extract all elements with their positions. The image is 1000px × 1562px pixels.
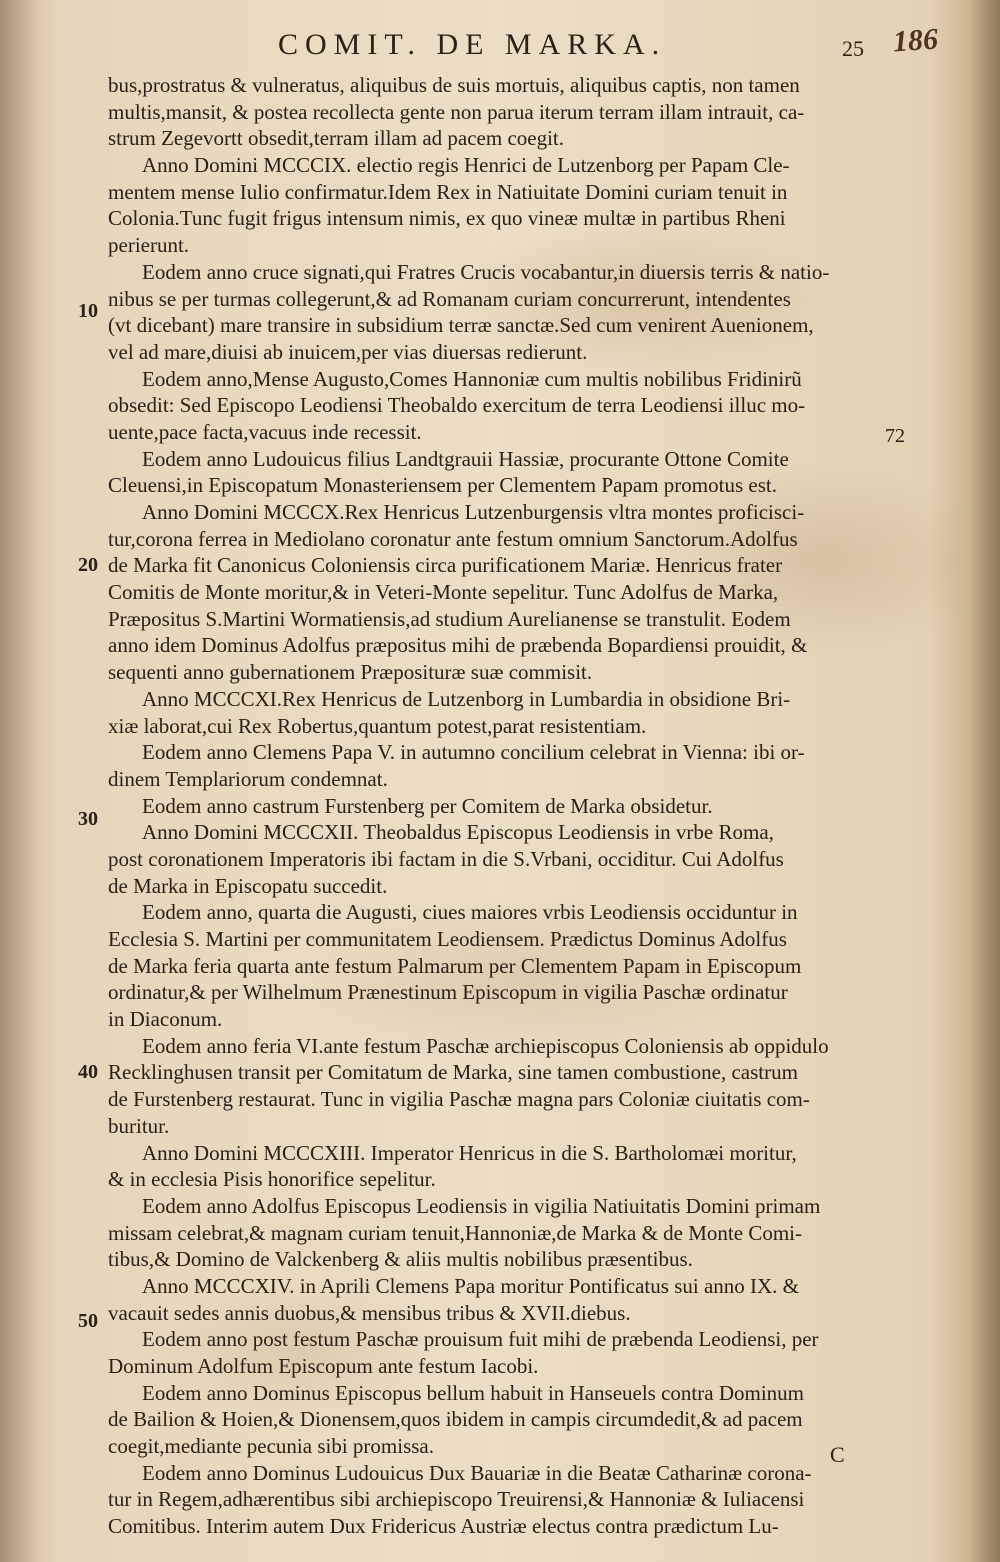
- text-line: Eodem anno feria VI.ante festum Paschæ archiepiscopus Coloniensis ab oppidulo: [142, 1033, 829, 1058]
- text-line: missam celebrat,& magnam curiam tenuit,Hannoniæ,de Marka & de Monte Comi-: [108, 1220, 802, 1245]
- text-line: buritur.: [108, 1113, 170, 1138]
- page-number: 25: [842, 36, 864, 61]
- binding-shadow: [0, 0, 40, 1562]
- text-line: Ecclesia S. Martini per communitatem Leodiensem. Prædictus Dominus Adolfus: [108, 927, 787, 951]
- margin-line-number: 20: [78, 554, 98, 576]
- text-line: in Diaconum.: [108, 1007, 223, 1032]
- body-text: [108, 72, 878, 1540]
- text-line: Eodem anno, quarta die Augusti, ciues maiores vrbis Leodiensis occiduntur in: [142, 900, 798, 925]
- text-line: Eodem anno Ludouicus filius Landtgrauii Hassiæ, procurante Ottone Comite: [142, 446, 789, 471]
- text-line: Cleuensi,in Episcopatum Monasteriensem per Clementem Papam promotus est.: [108, 473, 777, 498]
- text-line: Eodem anno,Mense Augusto,Comes Hannoniæ cum multis nobilibus Fridinirũ: [142, 366, 802, 391]
- text-line: tibus,& Domino de Valckenberg & aliis multis nobilibus præsentibus.: [108, 1247, 693, 1272]
- catchword: C: [830, 1442, 845, 1467]
- text-line: uente,pace facta,vacuus inde recessit.: [108, 419, 422, 444]
- text-line: Anno MCCCXI.Rex Henricus de Lutzenborg in Lumbardia in obsidione Bri-: [142, 686, 791, 711]
- running-title: COMIT. DE MARKA.: [278, 28, 667, 61]
- text-line: Eodem anno Adolfus Episcopus Leodiensis in vigilia Natiuitatis Domini primam: [142, 1193, 821, 1218]
- text-line: & in ecclesia Pisis honorifice sepelitur.: [108, 1167, 436, 1192]
- text-line: de Marka in Episcopatu succedit.: [108, 873, 388, 898]
- text-line: Eodem anno cruce signati,qui Fratres Crucis vocabantur,in diuersis terris & natio-: [142, 259, 830, 284]
- text-line: Comitibus. Interim autem Dux Fridericus Austriæ electus contra prædictum Lu-: [108, 1514, 779, 1539]
- text-line: perierunt.: [108, 233, 190, 258]
- text-line: Præpositus S.Martini Wormatiensis,ad studium Aurelianense se transtulit. Eodem: [108, 606, 791, 631]
- text-line: tur,corona ferrea in Mediolano coronatur ante festum omnium Sanctorum.Adolfus: [108, 526, 798, 551]
- text-line: vacauit sedes annis duobus,& mensibus tribus & XVII.diebus.: [108, 1300, 631, 1325]
- text-line: obsedit: Sed Episcopo Leodiensi Theobaldo exercitum de terra Leodiensi illuc mo-: [108, 393, 806, 418]
- text-line: bus,prostratus & vulneratus, aliquibus de suis mortuis, aliquibus captis, non tamen: [108, 73, 800, 97]
- text-line: xiæ laborat,cui Rex Robertus,quantum potest,parat resistentiam.: [108, 713, 647, 738]
- text-line: Eodem anno Clemens Papa V. in autumno concilium celebrat in Vienna: ibi or-: [142, 740, 805, 765]
- text-line: Eodem anno post festum Paschæ prouisum fuit mihi de præbenda Leodiensi, per: [142, 1327, 819, 1352]
- text-line: Anno MCCCXIV. in Aprili Clemens Papa moritur Pontificatus sui anno IX. &: [142, 1273, 800, 1298]
- margin-note: 72: [885, 425, 905, 447]
- text-line: Recklinghusen transit per Comitatum de Marka, sine tamen combustione, castrum: [108, 1060, 798, 1085]
- text-line: Anno Domini MCCCIX. electio regis Henrici de Lutzenborg per Papam Cle-: [142, 153, 790, 178]
- text-line: Colonia.Tunc fugit frigus intensum nimis, ex quo vineæ multæ in partibus Rheni: [108, 206, 786, 231]
- margin-line-number: 10: [78, 300, 98, 322]
- text-line: sequenti anno gubernationem Præposituræ suæ commisit.: [108, 660, 593, 685]
- text-line: Dominum Adolfum Episcopum ante festum Iacobi.: [108, 1354, 539, 1378]
- text-line: coegit,mediante pecunia sibi promissa.: [108, 1434, 434, 1459]
- margin-line-number: 30: [78, 808, 98, 830]
- margin-line-number: 50: [78, 1310, 98, 1332]
- text-line: dinem Templariorum condemnat.: [108, 766, 388, 791]
- text-line: nibus se per turmas collegerunt,& ad Romanam curiam concurrerunt, intendentes: [108, 286, 791, 311]
- text-line: Eodem anno Dominus Ludouicus Dux Bauariæ in die Beatæ Catharinæ corona-: [142, 1460, 812, 1485]
- text-line: Eodem anno Dominus Episcopus bellum habuit in Hanseuels contra Dominum: [142, 1380, 804, 1405]
- text-line: Eodem anno castrum Furstenberg per Comitem de Marka obsidetur.: [142, 793, 713, 818]
- text-line: de Marka fit Canonicus Coloniensis circa purificationem Mariæ. Henricus frater: [108, 553, 783, 578]
- text-line: post coronationem Imperatoris ibi factam in die S.Vrbani, occiditur. Cui Adolfus: [108, 846, 784, 871]
- text-line: tur in Regem,adhærentibus sibi archiepiscopo Treuirensi,& Hannoniæ & Iuliacensi: [108, 1487, 805, 1512]
- text-line: mentem mense Iulio confirmatur.Idem Rex in Natiuitate Domini curiam tenuit in: [108, 179, 788, 204]
- text-line: de Marka feria quarta ante festum Palmarum per Clementem Papam in Episcopum: [108, 953, 802, 978]
- text-line: de Bailion & Hoien,& Dionensem,quos ibidem in campis circumdedit,& ad pacem: [108, 1407, 803, 1432]
- text-line: multis,mansit, & postea recollecta gente non parua iterum terram illam intrauit, ca-: [108, 99, 805, 124]
- margin-line-number: 40: [78, 1061, 98, 1083]
- text-line: Comitis de Monte moritur,& in Veteri-Monte sepelitur. Tunc Adolfus de Marka,: [108, 580, 779, 605]
- text-line: Anno Domini MCCCXIII. Imperator Henricus in die S. Bartholomæi moritur,: [142, 1140, 797, 1165]
- text-line: (vt dicebant) mare transire in subsidium terræ sanctæ.Sed cum venirent Auenionem,: [108, 313, 814, 338]
- text-line: strum Zegevortt obsedit,terram illam ad pacem coegit.: [108, 126, 565, 151]
- text-line: de Furstenberg restaurat. Tunc in vigilia Paschæ magna pars Coloniæ ciuitatis com-: [108, 1087, 810, 1112]
- text-line: Anno Domini MCCCXII. Theobaldus Episcopus Leodiensis in vrbe Roma,: [142, 820, 774, 845]
- handwritten-folio: 186: [891, 22, 940, 59]
- text-line: anno idem Dominus Adolfus præpositus mihi de præbenda Bopardiensi prouidit, &: [108, 633, 808, 658]
- text-line: ordinatur,& per Wilhelmum Prænestinum Episcopum in vigilia Paschæ ordinatur: [108, 980, 788, 1005]
- text-line: Anno Domini MCCCX.Rex Henricus Lutzenburgensis vltra montes proficisci-: [142, 500, 805, 524]
- page-edge: [970, 0, 1000, 1562]
- text-line: vel ad mare,diuisi ab inuicem,per vias diuersas redierunt.: [108, 339, 588, 364]
